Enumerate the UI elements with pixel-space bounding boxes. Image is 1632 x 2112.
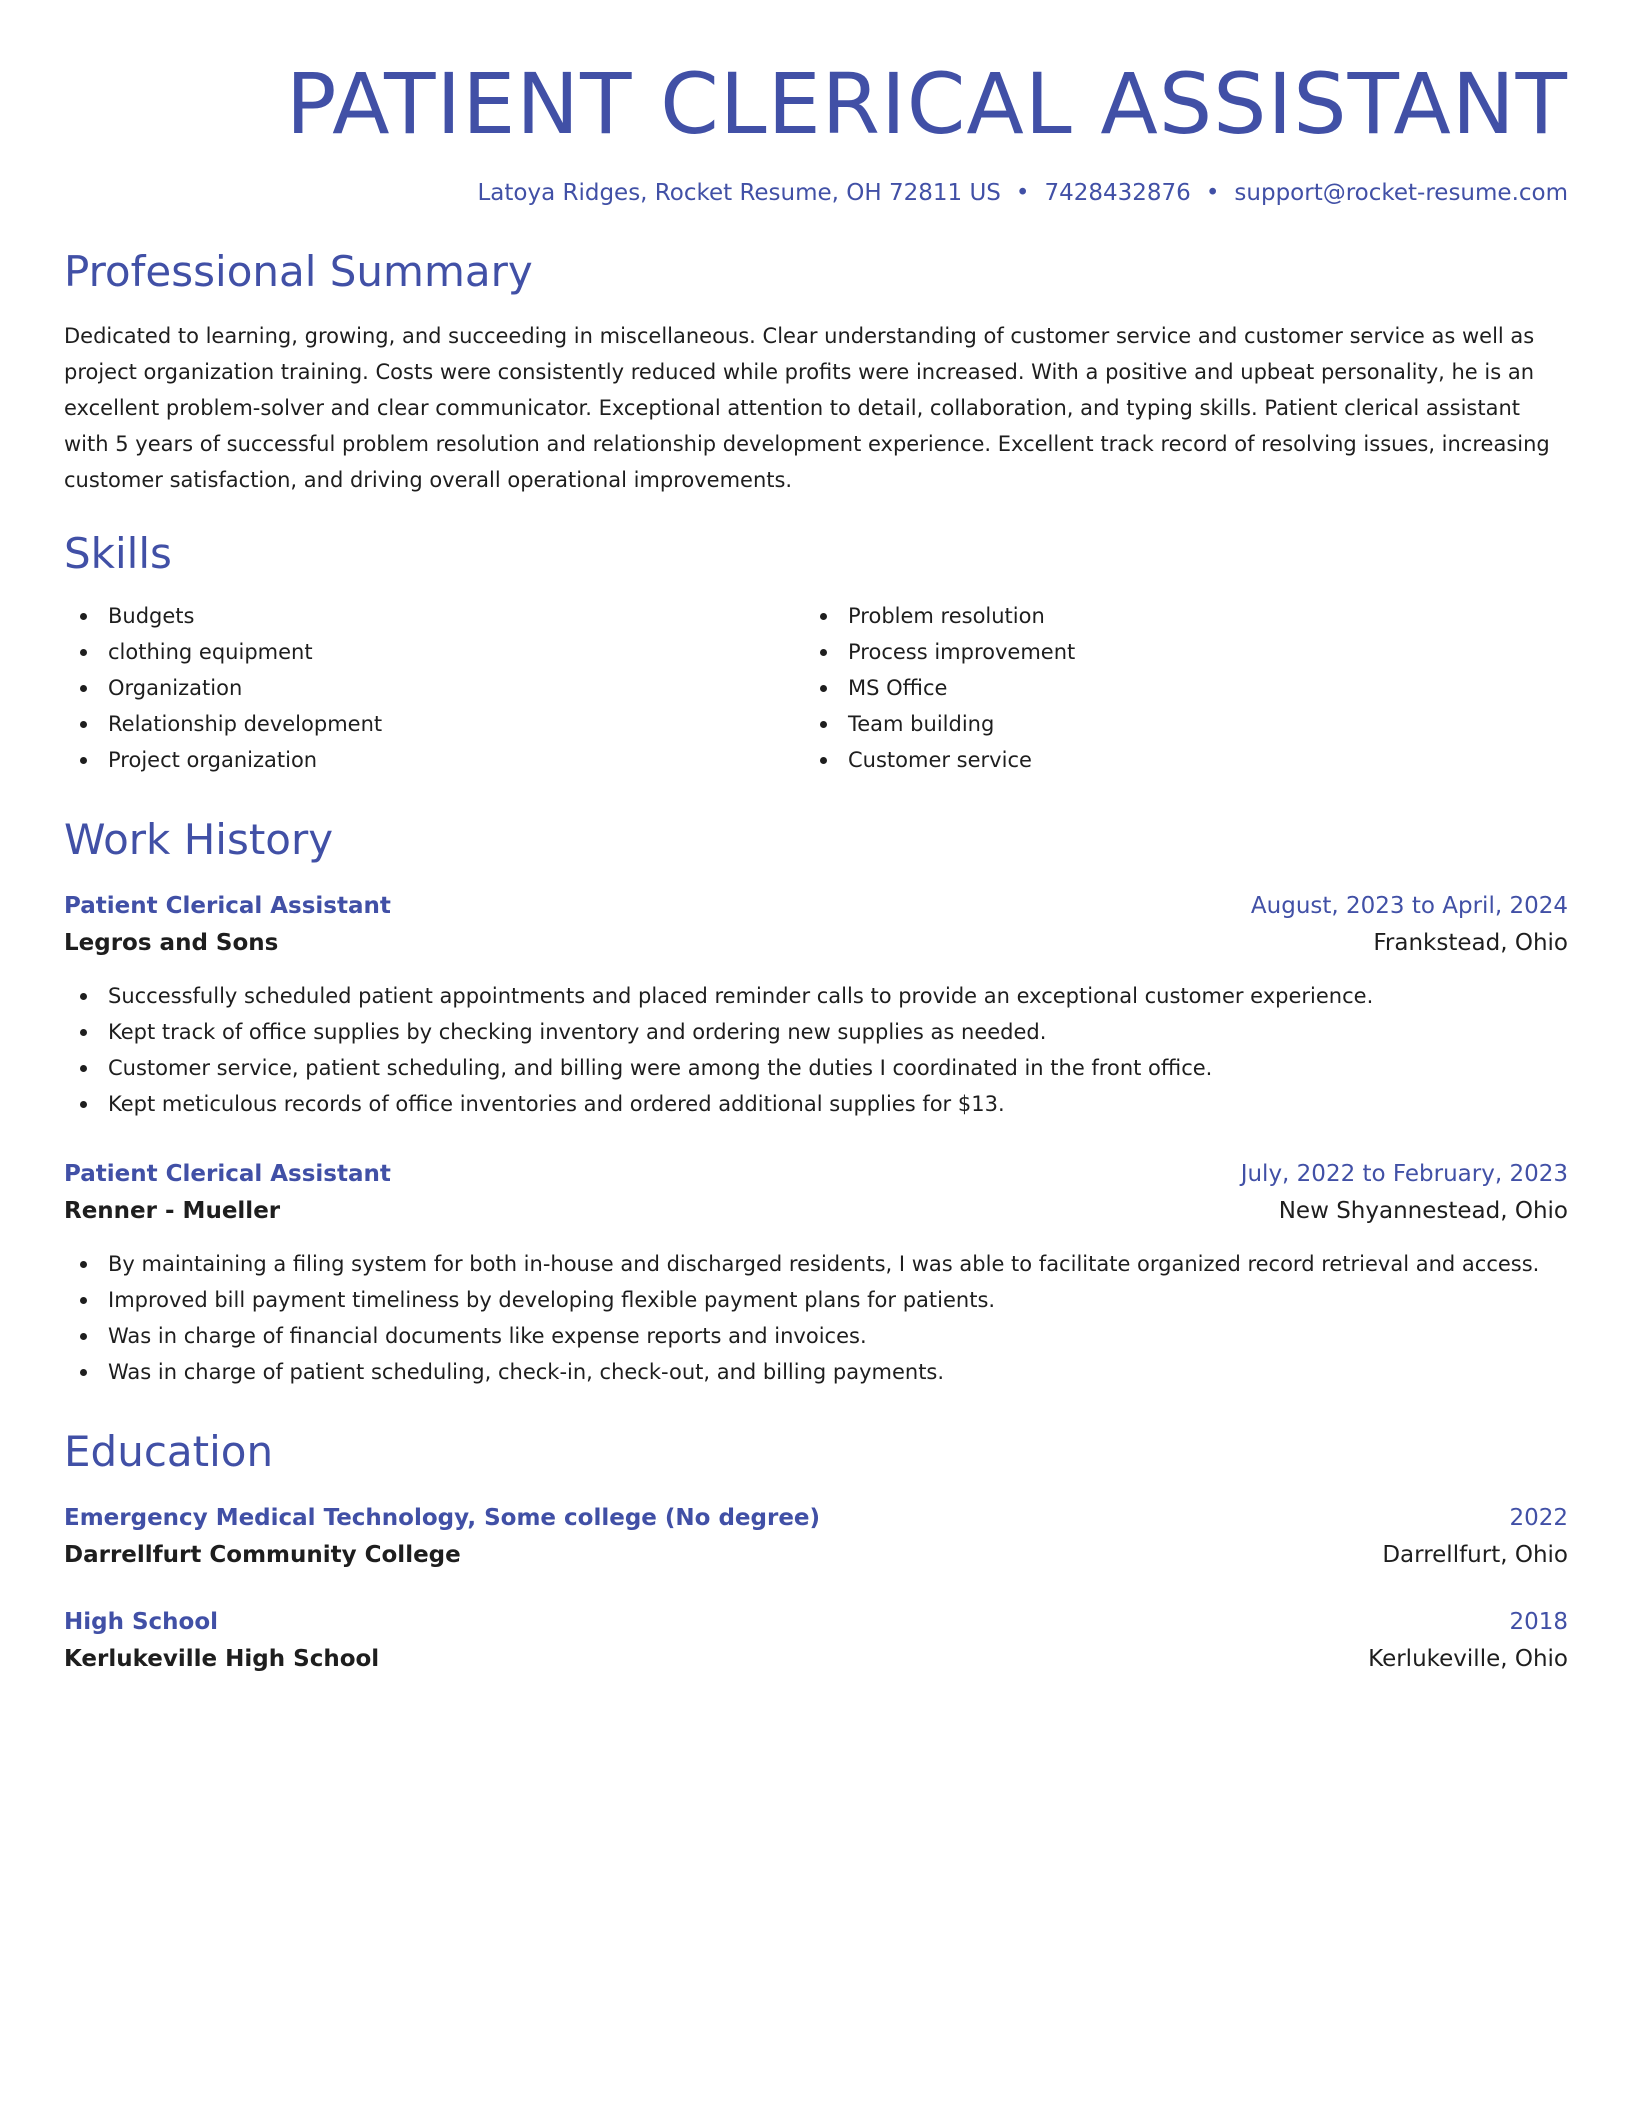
summary-heading: Professional Summary: [64, 247, 533, 296]
education-year: 2018: [1509, 1609, 1568, 1635]
resume-header: [64, 52, 1568, 210]
skill-item: Budgets: [64, 598, 804, 634]
work-history-heading: Work History: [64, 815, 334, 864]
skill-item: Organization: [64, 670, 804, 706]
skills-grid: [64, 598, 1568, 778]
skill-item: Problem resolution: [804, 598, 1544, 634]
job-bullet: Was in charge of financial documents like expense reports and invoices.: [64, 1318, 1568, 1354]
job-bullet: Kept meticulous records of office inventories and ordered additional supplies for $13.: [64, 1086, 1568, 1122]
education-entry-degree-row: [64, 1604, 1568, 1640]
education-entry-degree-row: [64, 1500, 1568, 1536]
job-bullet: Kept track of office supplies by checking inventory and ordering new supplies as needed.: [64, 1014, 1568, 1050]
skill-item: Process improvement: [804, 634, 1544, 670]
job-bullet: Was in charge of patient scheduling, check-in, check-out, and billing payments.: [64, 1354, 1568, 1390]
contact-separator: •: [1015, 180, 1030, 206]
work-entry-title-row: [64, 888, 1568, 924]
education-school: Kerlukeville High School: [64, 1646, 380, 1672]
job-bullet: Customer service, patient scheduling, and billing were among the duties I coordinated in the front office.: [64, 1050, 1568, 1086]
job-bullet: By maintaining a filing system for both in-house and discharged residents, I was able to facilitate organized record retrieval and access.: [64, 1246, 1568, 1282]
skill-item: clothing equipment: [64, 634, 804, 670]
job-bullet: Successfully scheduled patient appointments and placed reminder calls to provide an exceptional customer experience.: [64, 978, 1568, 1014]
job-title: Patient Clerical Assistant: [64, 893, 391, 919]
education-heading: Education: [64, 1427, 274, 1476]
work-entry-company-row: [64, 924, 1568, 962]
education-degree: Emergency Medical Technology, Some college (No degree): [64, 1505, 821, 1531]
education-entry-school-row: [64, 1536, 1568, 1574]
job-bullets: [64, 978, 1568, 1122]
skill-item: MS Office: [804, 670, 1544, 706]
work-entry-company-row: [64, 1192, 1568, 1230]
summary-text: Dedicated to learning, growing, and succeeding in miscellaneous. Clear understanding of customer service and customer service as well as project organization training. Costs were consistently reduced while profits were increased. With a positive and upbeat personality, he is an excellent problem-solver and clear communicator. Exceptional attention to detail, collaboration, and typing skills. Patient clerical assistant with 5 years of successful problem resolution and relationship development experience. Excellent track record of resolving issues, increasing customer satisfaction, and driving overall operational improvements.: [64, 324, 1550, 492]
education-year: 2022: [1509, 1505, 1568, 1531]
job-location: Frankstead, Ohio: [1373, 930, 1568, 956]
skill-item: Customer service: [804, 742, 1544, 778]
skill-item: Relationship development: [64, 706, 804, 742]
contact-separator: •: [1205, 180, 1220, 206]
job-title: Patient Clerical Assistant: [64, 1161, 391, 1187]
work-entry: [64, 1156, 1568, 1390]
skills-heading: Skills: [64, 529, 172, 578]
education-school: Darrellfurt Community College: [64, 1542, 461, 1568]
job-dates: August, 2023 to April, 2024: [1250, 893, 1568, 919]
skills-list-right: [804, 598, 1544, 778]
contact-address: Latoya Ridges, Rocket Resume, OH 72811 US: [477, 180, 1001, 206]
education-degree: High School: [64, 1609, 219, 1635]
skills-column-right: [804, 598, 1544, 778]
education-entry: [64, 1604, 1568, 1678]
contact-phone: 7428432876: [1044, 180, 1191, 206]
education-location: Darrellfurt, Ohio: [1382, 1542, 1568, 1568]
education-location: Kerlukeville, Ohio: [1368, 1646, 1568, 1672]
skills-column-left: [64, 598, 804, 778]
job-bullets: [64, 1246, 1568, 1390]
job-dates: July, 2022 to February, 2023: [1240, 1161, 1568, 1187]
education-entry-school-row: [64, 1640, 1568, 1678]
work-entry: [64, 888, 1568, 1122]
skill-item: Project organization: [64, 742, 804, 778]
work-entry-title-row: [64, 1156, 1568, 1192]
job-bullet: Improved bill payment timeliness by developing flexible payment plans for patients.: [64, 1282, 1568, 1318]
contact-line: [64, 176, 1568, 210]
contact-email[interactable]: support@rocket-resume.com: [1234, 180, 1568, 206]
resume-title: PATIENT CLERICAL ASSISTANT: [285, 55, 1568, 153]
skills-list-left: [64, 598, 804, 778]
job-company: Legros and Sons: [64, 930, 279, 956]
education-entry: [64, 1500, 1568, 1574]
job-location: New Shyannestead, Ohio: [1278, 1198, 1568, 1224]
skill-item: Team building: [804, 706, 1544, 742]
job-company: Renner - Mueller: [64, 1198, 281, 1224]
